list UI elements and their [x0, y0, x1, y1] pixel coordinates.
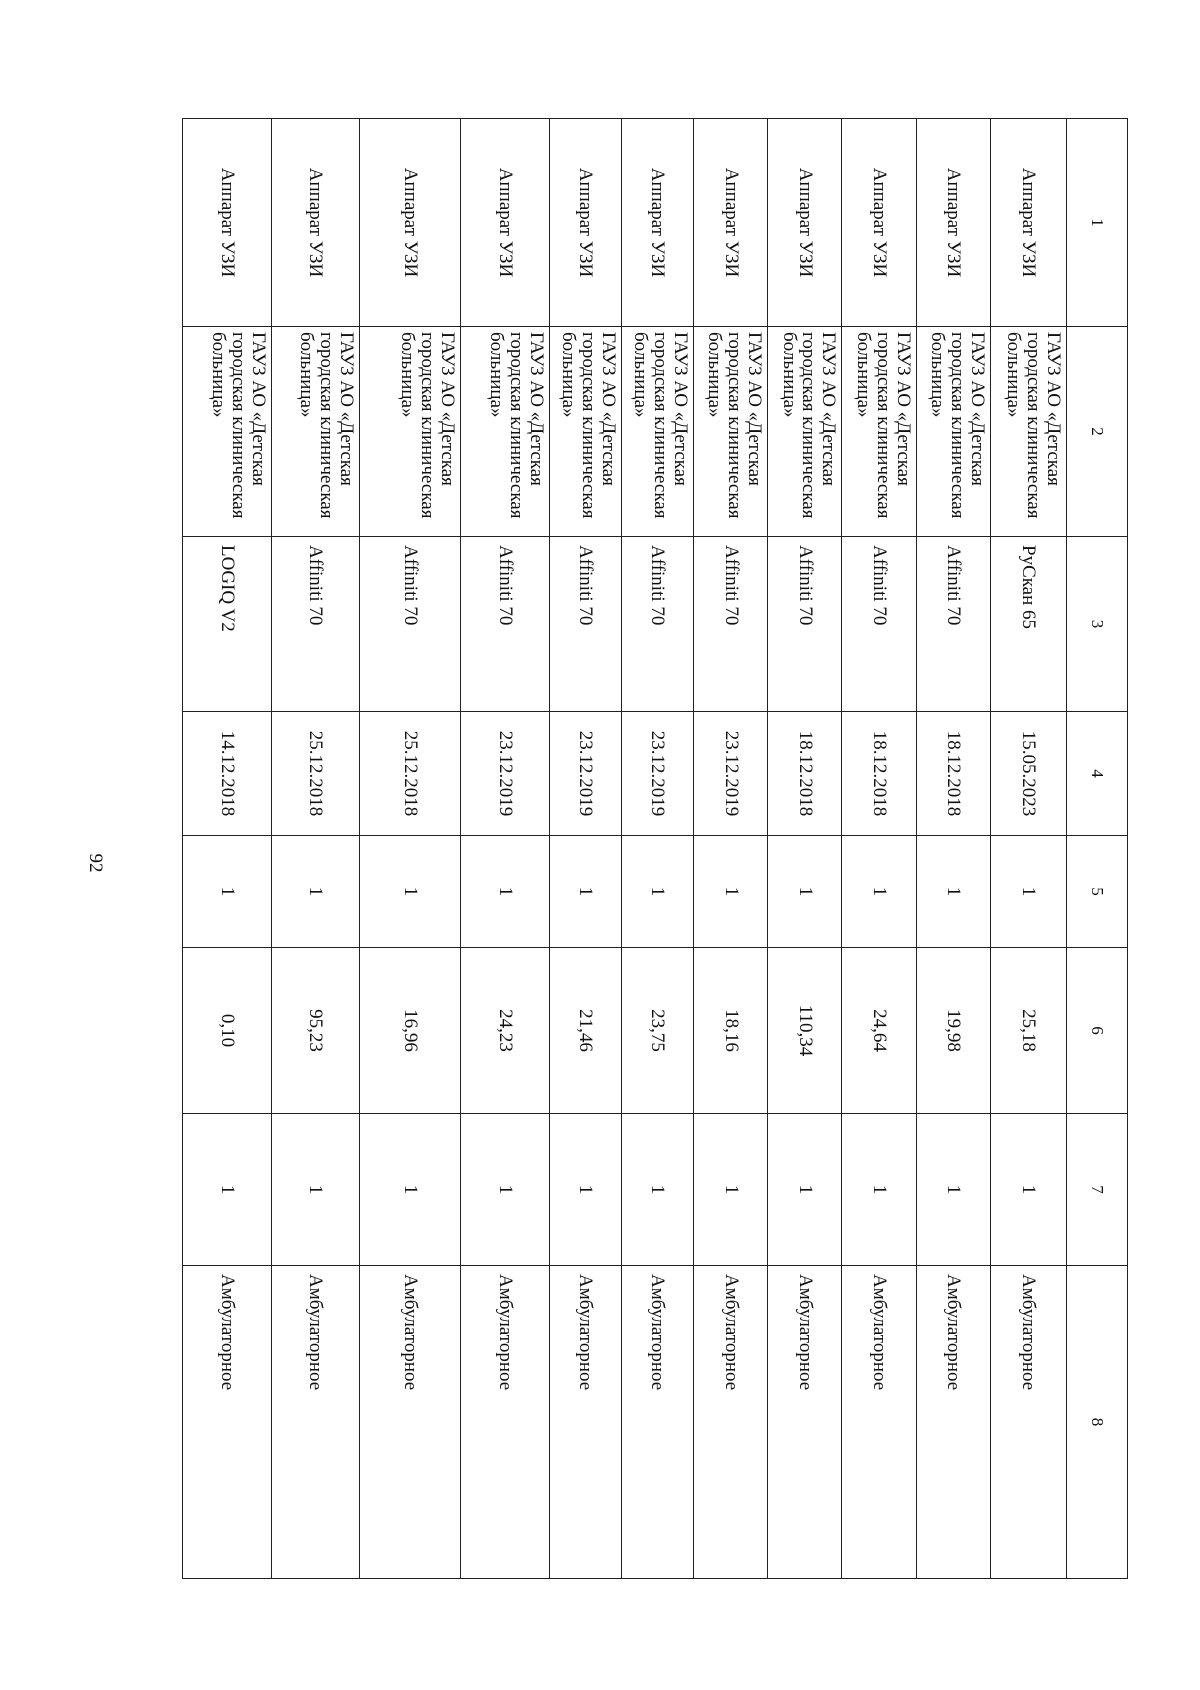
quantity-cell: 1	[360, 836, 461, 948]
value-cell: 21,46	[549, 948, 621, 1114]
count-cell: 1	[990, 1114, 1066, 1266]
equipment-name-cell: Аппарат УЗИ	[694, 119, 768, 327]
count-cell: 1	[916, 1114, 990, 1266]
quantity-cell: 1	[768, 836, 842, 948]
quantity-cell: 1	[461, 836, 550, 948]
organization-cell: ГАУЗ АО «Детская городская клиническая больница»	[360, 327, 461, 537]
model-cell: Affiniti 70	[842, 537, 916, 712]
count-cell: 1	[271, 1114, 360, 1266]
header-cell: 2	[1067, 327, 1128, 537]
table-row	[360, 119, 461, 1579]
value-cell: 24,23	[461, 948, 550, 1114]
care-type-cell: Амбулаторное	[183, 1266, 272, 1579]
count-cell: 1	[768, 1114, 842, 1266]
date-cell: 23.12.2019	[461, 712, 550, 836]
table-row	[271, 119, 360, 1579]
model-cell: Affiniti 70	[549, 537, 621, 712]
organization-cell: ГАУЗ АО «Детская городская клиническая больница»	[549, 327, 621, 537]
quantity-cell: 1	[694, 836, 768, 948]
table-row	[842, 119, 916, 1579]
care-type-cell: Амбулаторное	[990, 1266, 1066, 1579]
header-cell: 8	[1067, 1266, 1128, 1579]
organization-cell: ГАУЗ АО «Детская городская клиническая больница»	[621, 327, 693, 537]
header-cell: 6	[1067, 948, 1128, 1114]
quantity-cell: 1	[916, 836, 990, 948]
date-cell: 23.12.2019	[621, 712, 693, 836]
equipment-name-cell: Аппарат УЗИ	[842, 119, 916, 327]
organization-cell: ГАУЗ АО «Детская городская клиническая больница»	[916, 327, 990, 537]
equipment-name-cell: Аппарат УЗИ	[621, 119, 693, 327]
count-cell: 1	[621, 1114, 693, 1266]
quantity-cell: 1	[549, 836, 621, 948]
table-row	[694, 119, 768, 1579]
value-cell: 24,64	[842, 948, 916, 1114]
table-row	[183, 119, 272, 1579]
header-cell: 4	[1067, 712, 1128, 836]
value-cell: 0,10	[183, 948, 272, 1114]
model-cell: Affiniti 70	[916, 537, 990, 712]
value-cell: 18,16	[694, 948, 768, 1114]
model-cell: LOGIQ V2	[183, 537, 272, 712]
organization-cell: ГАУЗ АО «Детская городская клиническая больница»	[271, 327, 360, 537]
equipment-table	[182, 118, 1128, 1579]
equipment-name-cell: Аппарат УЗИ	[271, 119, 360, 327]
count-cell: 1	[461, 1114, 550, 1266]
model-cell: Affiniti 70	[621, 537, 693, 712]
equipment-name-cell: Аппарат УЗИ	[916, 119, 990, 327]
quantity-cell: 1	[621, 836, 693, 948]
quantity-cell: 1	[183, 836, 272, 948]
table-row	[768, 119, 842, 1579]
equipment-name-cell: Аппарат УЗИ	[183, 119, 272, 327]
care-type-cell: Амбулаторное	[621, 1266, 693, 1579]
count-cell: 1	[842, 1114, 916, 1266]
model-cell: РуСкан 65	[990, 537, 1066, 712]
care-type-cell: Амбулаторное	[842, 1266, 916, 1579]
value-cell: 23,75	[621, 948, 693, 1114]
care-type-cell: Амбулаторное	[360, 1266, 461, 1579]
table-row	[461, 119, 550, 1579]
equipment-name-cell: Аппарат УЗИ	[360, 119, 461, 327]
model-cell: Affiniti 70	[360, 537, 461, 712]
value-cell: 19,98	[916, 948, 990, 1114]
organization-cell: ГАУЗ АО «Детская городская клиническая больница»	[461, 327, 550, 537]
count-cell: 1	[360, 1114, 461, 1266]
header-cell: 1	[1067, 119, 1128, 327]
header-cell: 3	[1067, 537, 1128, 712]
date-cell: 18.12.2018	[916, 712, 990, 836]
model-cell: Affiniti 70	[271, 537, 360, 712]
table-row	[916, 119, 990, 1579]
care-type-cell: Амбулаторное	[768, 1266, 842, 1579]
date-cell: 18.12.2018	[842, 712, 916, 836]
count-cell: 1	[549, 1114, 621, 1266]
table-row	[990, 119, 1066, 1579]
organization-cell: ГАУЗ АО «Детская городская клиническая больница»	[842, 327, 916, 537]
equipment-name-cell: Аппарат УЗИ	[549, 119, 621, 327]
page-number: 92	[85, 853, 106, 873]
care-type-cell: Амбулаторное	[271, 1266, 360, 1579]
table-header-row	[1067, 119, 1128, 1579]
header-cell: 5	[1067, 836, 1128, 948]
date-cell: 25.12.2018	[360, 712, 461, 836]
care-type-cell: Амбулаторное	[549, 1266, 621, 1579]
table-row	[549, 119, 621, 1579]
equipment-name-cell: Аппарат УЗИ	[461, 119, 550, 327]
value-cell: 16,96	[360, 948, 461, 1114]
organization-cell: ГАУЗ АО «Детская городская клиническая больница»	[694, 327, 768, 537]
table-body	[183, 119, 1067, 1579]
count-cell: 1	[183, 1114, 272, 1266]
model-cell: Affiniti 70	[768, 537, 842, 712]
organization-cell: ГАУЗ АО «Детская городская клиническая больница»	[990, 327, 1066, 537]
date-cell: 23.12.2019	[549, 712, 621, 836]
quantity-cell: 1	[990, 836, 1066, 948]
date-cell: 15.05.2023	[990, 712, 1066, 836]
date-cell: 18.12.2018	[768, 712, 842, 836]
organization-cell: ГАУЗ АО «Детская городская клиническая больница»	[768, 327, 842, 537]
header-cell: 7	[1067, 1114, 1128, 1266]
date-cell: 23.12.2019	[694, 712, 768, 836]
date-cell: 14.12.2018	[183, 712, 272, 836]
value-cell: 25,18	[990, 948, 1066, 1114]
count-cell: 1	[694, 1114, 768, 1266]
quantity-cell: 1	[842, 836, 916, 948]
equipment-name-cell: Аппарат УЗИ	[990, 119, 1066, 327]
care-type-cell: Амбулаторное	[916, 1266, 990, 1579]
quantity-cell: 1	[271, 836, 360, 948]
table-row	[621, 119, 693, 1579]
care-type-cell: Амбулаторное	[461, 1266, 550, 1579]
value-cell: 95,23	[271, 948, 360, 1114]
model-cell: Affiniti 70	[461, 537, 550, 712]
equipment-name-cell: Аппарат УЗИ	[768, 119, 842, 327]
care-type-cell: Амбулаторное	[694, 1266, 768, 1579]
date-cell: 25.12.2018	[271, 712, 360, 836]
organization-cell: ГАУЗ АО «Детская городская клиническая больница»	[183, 327, 272, 537]
value-cell: 110,34	[768, 948, 842, 1114]
model-cell: Affiniti 70	[694, 537, 768, 712]
